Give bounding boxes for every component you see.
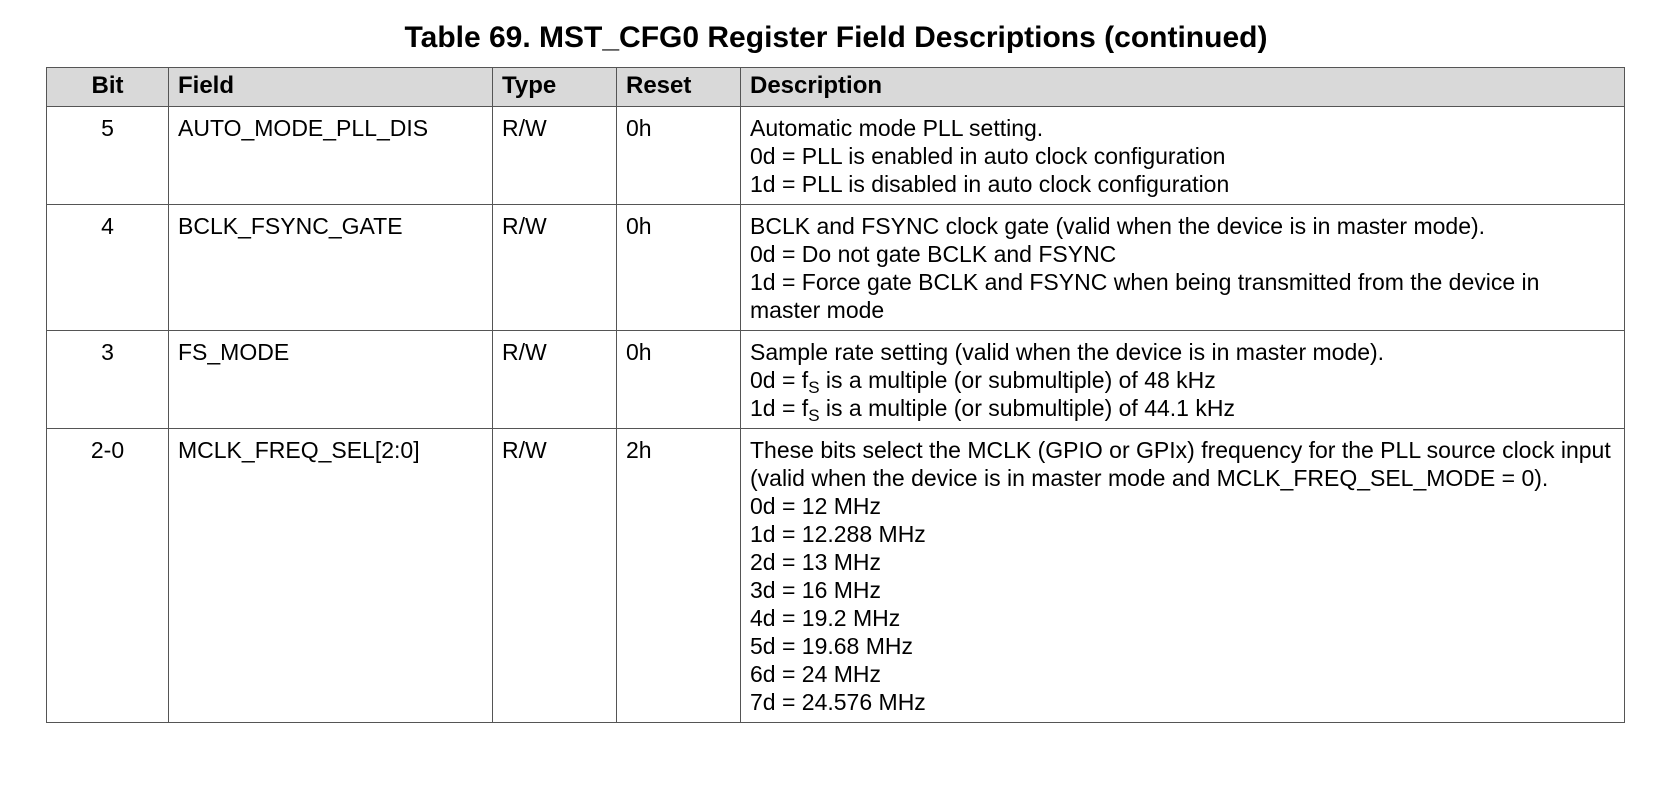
description-line <box>750 268 1615 324</box>
description-line <box>750 170 1615 198</box>
description-text: 1d = 12.288 MHz <box>750 521 926 547</box>
cell-type: R/W <box>493 331 617 429</box>
cell-field: FS_MODE <box>169 331 493 429</box>
description-line <box>750 114 1615 142</box>
column-header-description: Description <box>741 68 1625 107</box>
cell-description <box>741 205 1625 331</box>
description-text-continued: is a multiple (or submultiple) of 48 kHz <box>819 367 1216 393</box>
description-line <box>750 576 1615 604</box>
cell-description <box>741 429 1625 723</box>
description-text: 1d = PLL is disabled in auto clock configuration <box>750 171 1230 197</box>
cell-type: R/W <box>493 205 617 331</box>
description-text: 0d = PLL is enabled in auto clock configuration <box>750 143 1226 169</box>
description-text: 2d = 13 MHz <box>750 549 882 575</box>
cell-description <box>741 331 1625 429</box>
table-body <box>47 107 1625 723</box>
column-header-bit: Bit <box>47 68 169 107</box>
column-header-type: Type <box>493 68 617 107</box>
description-line <box>750 548 1615 576</box>
register-field-table <box>46 67 1625 723</box>
description-line <box>750 366 1615 397</box>
description-text: 0d = Do not gate BCLK and FSYNC <box>750 241 1117 267</box>
description-text: BCLK and FSYNC clock gate (valid when the device is in master mode). <box>750 213 1486 239</box>
cell-reset: 0h <box>617 107 741 205</box>
table-row <box>47 429 1625 723</box>
cell-bit: 3 <box>47 331 169 429</box>
description-line <box>750 520 1615 548</box>
description-line <box>750 688 1615 716</box>
column-header-field: Field <box>169 68 493 107</box>
cell-field: AUTO_MODE_PLL_DIS <box>169 107 493 205</box>
table-row <box>47 107 1625 205</box>
description-text: 6d = 24 MHz <box>750 661 882 687</box>
cell-bit: 2-0 <box>47 429 169 723</box>
cell-type: R/W <box>493 107 617 205</box>
description-text: Sample rate setting (valid when the device is in master mode). <box>750 339 1385 365</box>
cell-field: MCLK_FREQ_SEL[2:0] <box>169 429 493 723</box>
description-line <box>750 604 1615 632</box>
cell-bit: 5 <box>47 107 169 205</box>
description-text: 4d = 19.2 MHz <box>750 605 901 631</box>
table-title: Table 69. MST_CFG0 Register Field Descriptions (continued) <box>404 21 1268 54</box>
description-text: These bits select the MCLK (GPIO or GPIx) frequency for the PLL source clock input (valid when the device is in master mode and MCLK_FREQ_SEL_MODE = 0). <box>750 437 1611 491</box>
description-line <box>750 492 1615 520</box>
description-text: Automatic mode PLL setting. <box>750 115 1044 141</box>
description-line <box>750 660 1615 688</box>
description-line <box>750 212 1615 240</box>
description-line <box>750 436 1615 492</box>
cell-reset: 0h <box>617 331 741 429</box>
subscript-text: S <box>808 378 820 397</box>
cell-bit: 4 <box>47 205 169 331</box>
subscript-text: S <box>808 406 820 425</box>
cell-field: BCLK_FSYNC_GATE <box>169 205 493 331</box>
description-line <box>750 632 1615 660</box>
cell-description <box>741 107 1625 205</box>
table-header-row <box>47 68 1625 107</box>
table-row <box>47 205 1625 331</box>
description-text: 0d = 12 MHz <box>750 493 882 519</box>
description-text-continued: is a multiple (or submultiple) of 44.1 kHz <box>819 395 1235 421</box>
cell-type: R/W <box>493 429 617 723</box>
description-line <box>750 240 1615 268</box>
description-line <box>750 394 1615 425</box>
description-text: 5d = 19.68 MHz <box>750 633 914 659</box>
table-row <box>47 331 1625 429</box>
description-text: 1d = Force gate BCLK and FSYNC when being transmitted from the device in master mode <box>750 269 1540 323</box>
cell-reset: 0h <box>617 205 741 331</box>
description-line <box>750 142 1615 170</box>
description-line <box>750 338 1615 366</box>
description-text: 3d = 16 MHz <box>750 577 882 603</box>
description-text: 0d = f <box>750 367 809 393</box>
description-text: 1d = f <box>750 395 809 421</box>
column-header-reset: Reset <box>617 68 741 107</box>
description-text: 7d = 24.576 MHz <box>750 689 926 715</box>
cell-reset: 2h <box>617 429 741 723</box>
